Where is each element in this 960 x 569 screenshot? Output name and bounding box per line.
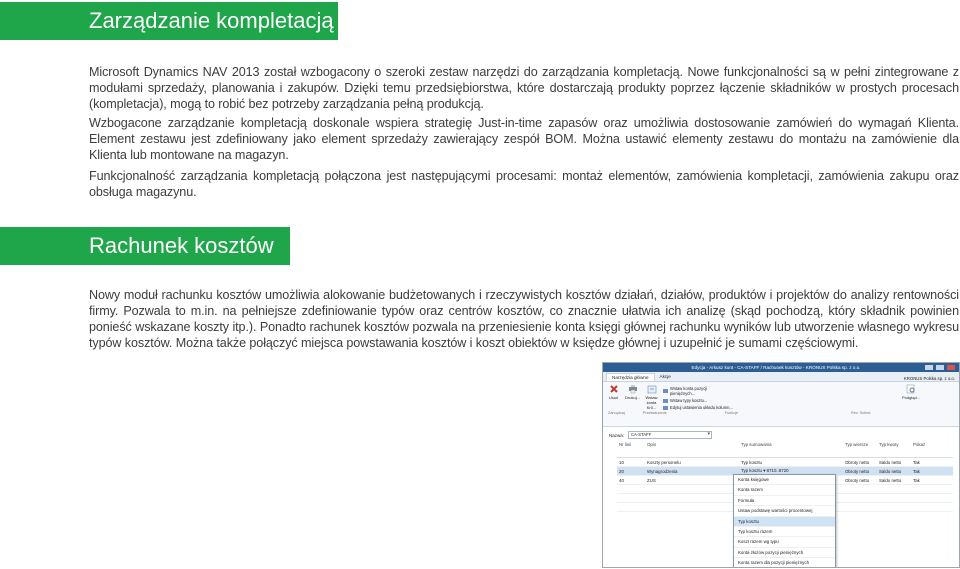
preview-label: Podgląd... bbox=[901, 395, 920, 400]
table-row[interactable] bbox=[617, 458, 953, 467]
group-label: Funkcje bbox=[724, 411, 739, 415]
cell[interactable]: Typ kosztu bbox=[739, 458, 843, 467]
column-header[interactable]: Typ sumowania bbox=[739, 441, 843, 458]
window-title: Edycja - Arkusz kont - CA-STAFF / Rachunek kosztów - KRONUS Polska sp. z o.o. bbox=[691, 365, 861, 370]
heading-text: Rachunek kosztów bbox=[89, 233, 274, 258]
section-heading-kompletacja bbox=[0, 2, 338, 40]
ribbon-tabs bbox=[603, 372, 959, 382]
list-icon bbox=[663, 406, 668, 410]
cell[interactable]: Wynagrodzenia bbox=[645, 467, 739, 476]
dropdown-option[interactable]: Koszt razem wg typu bbox=[734, 537, 835, 547]
print-button[interactable] bbox=[625, 384, 640, 424]
column-header[interactable]: Typ wiersze bbox=[843, 441, 877, 458]
print-label: Drukuj... bbox=[625, 395, 640, 400]
cell[interactable]: Obroty netto bbox=[843, 476, 877, 485]
minimize-icon[interactable] bbox=[925, 365, 933, 370]
ribbon-item[interactable] bbox=[663, 386, 733, 396]
column-header[interactable]: Opis bbox=[645, 441, 739, 458]
cell[interactable]: 20 bbox=[617, 467, 645, 476]
dropdown-option[interactable]: Formuła bbox=[734, 496, 835, 506]
group-label: Przetwarzanie bbox=[642, 411, 667, 415]
paragraph: Funkcjonalność zarządzania kompletacją połączona jest następującymi procesami: montaż elementów, zamówienia kompletacji, zamówienia zakupu oraz obsługa magazynu. bbox=[89, 169, 959, 199]
maximize-icon[interactable] bbox=[936, 365, 944, 370]
name-select[interactable]: CA-STAFF ▾ bbox=[628, 431, 712, 439]
cell[interactable]: Saldo netto bbox=[877, 476, 911, 485]
dropdown-option[interactable]: Typ kosztu razem bbox=[734, 527, 835, 537]
table-header bbox=[617, 441, 953, 458]
section-heading-rachunek-kosztow bbox=[0, 227, 290, 265]
cell[interactable]: Obroty netto bbox=[843, 467, 877, 476]
column-header[interactable]: Nr linii bbox=[617, 441, 645, 458]
heading-text: Zarządzanie kompletacją bbox=[89, 8, 334, 33]
ribbon-item-label: Wstaw konta pozycji pieniężnych... bbox=[669, 386, 708, 396]
column-header[interactable]: Typ kwoty bbox=[877, 441, 911, 458]
column-header[interactable]: Pokaż bbox=[911, 441, 953, 458]
ribbon-item[interactable] bbox=[663, 405, 733, 410]
insert-accounts-label: Wstaw konta Kr0... bbox=[645, 395, 658, 410]
delete-icon bbox=[609, 384, 619, 394]
preview-icon bbox=[906, 384, 916, 394]
tab-actions[interactable]: Akcje bbox=[659, 374, 671, 379]
group-label: Rev. Sched bbox=[851, 411, 871, 415]
preview-button[interactable] bbox=[900, 384, 922, 424]
print-icon bbox=[628, 384, 638, 394]
cell[interactable]: 10 bbox=[617, 458, 645, 467]
cell[interactable]: Koszty personelu bbox=[645, 458, 739, 467]
dropdown-option[interactable]: Typ kosztu bbox=[734, 517, 835, 527]
ribbon bbox=[603, 382, 959, 427]
cell[interactable]: Tak bbox=[911, 476, 953, 485]
sum-type-dropdown bbox=[733, 474, 836, 568]
name-filter bbox=[603, 429, 959, 441]
insert-accounts-button[interactable] bbox=[644, 384, 659, 424]
insert-icon bbox=[647, 384, 657, 394]
paragraph: Nowy moduł rachunku kosztów umożliwia alokowanie budżetowanych i rzeczywistych kosztów działań, działów, produktów i projektów do analizy rentowności firmy. Pozwala to m.in. na pełniejsze zdefiniowanie typów oraz centrów kosztów, co znacznie ułatwia ich analizę (skąd pochodzą, który składnik powinien ponieść wskazane koszty itp.). Ponadto rachunek kosztów pozwala na przeniesienie konta księgi głównej rachunku wyników lub utworzenie własnego wykresu typów kosztów. Można także połączyć miejsca powstawania kosztów i koszt obiektów w księdze głównej i uzupełnić je sumami częściowymi. bbox=[89, 288, 959, 350]
ribbon-group-labels bbox=[608, 411, 870, 415]
cell[interactable]: Tak bbox=[911, 458, 953, 467]
company-name: KRONUS Polska sp. z o.o. bbox=[903, 376, 955, 381]
paragraph: Microsoft Dynamics NAV 2013 został wzbogacony o szeroki zestaw narzędzi do zarządzania kompletacją. Nowe funkcjonalności są w pełni zintegrowane z modułami sprzedaży, planowania i zakupów. Dzięki temu przedsiębiorstwa, które dostarczają produkty poprzez łączenie składników w prostych procesach (kompletacja), mogą to robić bez potrzeby zarządzania pełną produkcją. bbox=[89, 65, 959, 111]
cell[interactable]: Tak bbox=[911, 467, 953, 476]
filter-label: Nazwa: bbox=[609, 432, 625, 438]
dropdown-option[interactable]: Ustaw podstawę wartości procentowej bbox=[734, 506, 835, 516]
dropdown-option[interactable]: Konta złożów pozycji pieniężnych bbox=[734, 548, 835, 558]
cell[interactable]: 40 bbox=[617, 476, 645, 485]
tab-home[interactable]: Narzędzia główne bbox=[606, 373, 655, 381]
ribbon-item[interactable] bbox=[663, 398, 733, 403]
delete-label: Usuń bbox=[608, 395, 619, 400]
group-label: Zarządzaj bbox=[608, 411, 625, 415]
dropdown-option[interactable]: Konta razem dla pozycji pieniężnych bbox=[734, 558, 835, 568]
list-icon bbox=[663, 399, 668, 403]
ribbon-item-label: Edytuj ustawienia układu kolumn... bbox=[670, 405, 733, 410]
ribbon-item-label: Wstaw typy kosztu... bbox=[670, 398, 708, 403]
window-titlebar bbox=[603, 363, 959, 372]
cell[interactable]: Typ kosztu ▾ 8710..8720 bbox=[739, 467, 843, 476]
cell[interactable]: Saldo netto bbox=[877, 467, 911, 476]
dropdown-option[interactable]: Konta księgowe bbox=[734, 475, 835, 485]
cell[interactable]: Obroty netto bbox=[843, 458, 877, 467]
dropdown-option[interactable]: Konta razem bbox=[734, 485, 835, 495]
cell[interactable]: Saldo netto bbox=[877, 458, 911, 467]
app-screenshot bbox=[602, 362, 960, 568]
cell[interactable]: ZUS bbox=[645, 476, 739, 485]
delete-button[interactable] bbox=[606, 384, 621, 424]
paragraph: Wzbogacone zarządzanie kompletacją doskonale wspiera strategię Just-in-time zapasów oraz umożliwia dostosowanie zamówień do wymagań Klienta. Element zestawu jest zdefiniowany jako element sprzedaży zawierający zespół BOM. Można ustawić elementy zestawu do montażu na zamówienie dla Klienta lub montowane na magazyn. bbox=[89, 116, 959, 162]
ribbon-function-list bbox=[663, 384, 733, 424]
list-icon bbox=[663, 389, 668, 393]
close-icon[interactable] bbox=[947, 365, 955, 370]
